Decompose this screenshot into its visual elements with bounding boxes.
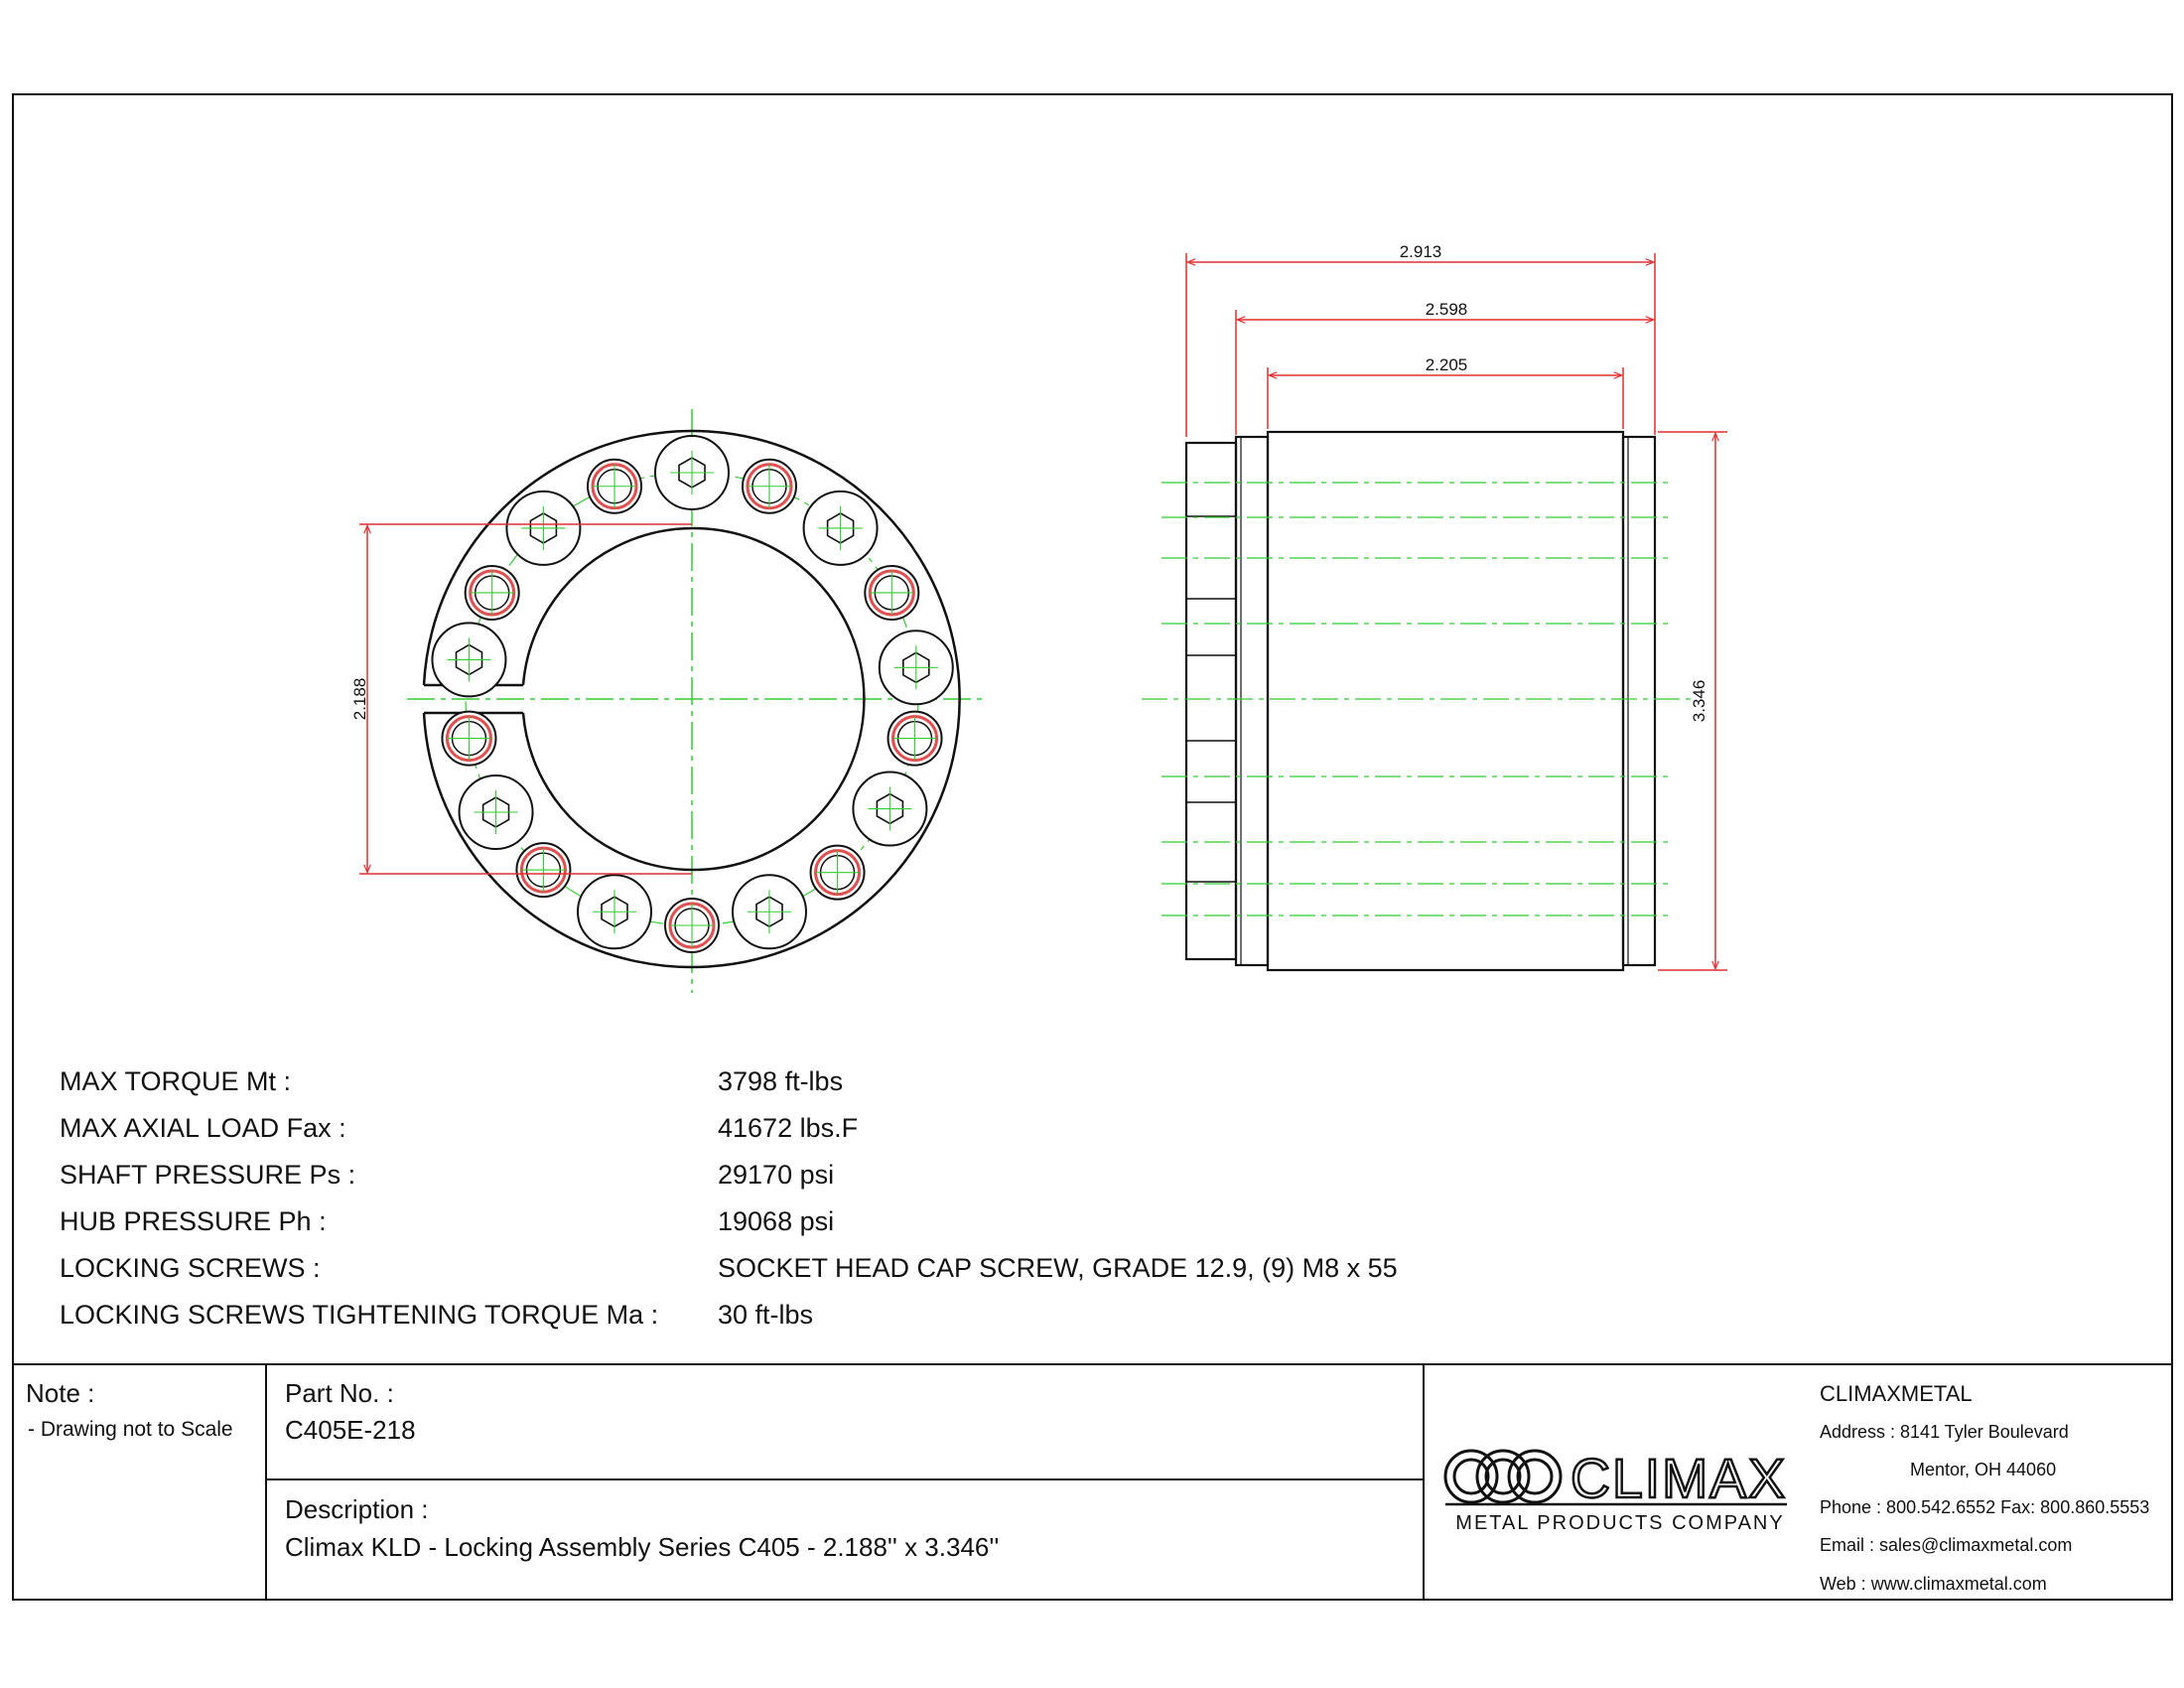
- cap-screw-head: [655, 436, 729, 509]
- email[interactable]: Email : sales@climaxmetal.com: [1820, 1535, 2073, 1555]
- spec-value: 3798 ft-lbs: [718, 1066, 844, 1096]
- dim-mid-length: 2.598: [1425, 300, 1468, 319]
- cap-screw-head: [578, 875, 651, 948]
- jack-screw-hole: [743, 460, 796, 513]
- cap-screw-head: [880, 631, 953, 704]
- jack-screw-hole: [888, 712, 942, 766]
- jack-screw-hole: [466, 566, 519, 620]
- spec-label: SHAFT PRESSURE Ps :: [60, 1160, 356, 1190]
- phone-fax: Phone : 800.542.6552 Fax: 800.860.5553: [1820, 1497, 2150, 1517]
- dim-height: 3.346: [1690, 679, 1708, 723]
- logo-subtitle: METAL PRODUCTS COMPANY: [1455, 1512, 1785, 1534]
- front-view: [407, 409, 983, 993]
- climax-logo: [1445, 1447, 1787, 1534]
- description-label: Description :: [285, 1494, 429, 1524]
- spec-label: MAX TORQUE Mt :: [60, 1066, 292, 1096]
- cap-screw-head: [853, 773, 926, 846]
- jack-screw-hole: [442, 712, 495, 766]
- spec-label: MAX AXIAL LOAD Fax :: [60, 1113, 346, 1143]
- spec-value: 29170 psi: [718, 1160, 835, 1190]
- dim-inner-length: 2.205: [1425, 355, 1468, 374]
- spec-value: SOCKET HEAD CAP SCREW, GRADE 12.9, (9) M8 x 55: [718, 1253, 1398, 1283]
- address-line2: Mentor, OH 44060: [1910, 1460, 2057, 1479]
- jack-screw-hole: [811, 846, 865, 900]
- note-label: Note :: [26, 1378, 95, 1408]
- cap-screw-head: [804, 492, 878, 565]
- cap-screw-head: [432, 623, 505, 696]
- dim-outer-length: 2.913: [1399, 242, 1442, 261]
- spec-label: LOCKING SCREWS :: [60, 1253, 321, 1283]
- cap-screw-head: [460, 775, 533, 849]
- website[interactable]: Web : www.climaxmetal.com: [1820, 1574, 2047, 1594]
- logo-word: CLIMAX: [1570, 1447, 1787, 1509]
- address-line1: Address : 8141 Tyler Boulevard: [1820, 1422, 2069, 1442]
- part-label: Part No. :: [285, 1378, 394, 1408]
- jack-screw-hole: [865, 566, 918, 620]
- part-number: C405E-218: [285, 1415, 416, 1445]
- company-name: CLIMAXMETAL: [1820, 1381, 1973, 1406]
- spec-value: 19068 psi: [718, 1206, 835, 1236]
- front-bore-label: 2.188: [350, 677, 369, 721]
- cap-screw-head: [733, 875, 806, 948]
- side-view: [1142, 432, 1693, 970]
- jack-screw-hole: [665, 899, 719, 952]
- jack-screw-hole: [588, 460, 641, 513]
- spec-label: LOCKING SCREWS TIGHTENING TORQUE Ma :: [60, 1300, 659, 1330]
- spec-label: HUB PRESSURE Ph :: [60, 1206, 327, 1236]
- sheet-border: [13, 94, 2172, 1600]
- cap-screw-head: [506, 492, 580, 565]
- jack-screw-hole: [516, 843, 570, 897]
- description-value: Climax KLD - Locking Assembly Series C405 - 2.188'' x 3.346'': [285, 1532, 1000, 1562]
- spec-value: 41672 lbs.F: [718, 1113, 859, 1143]
- spec-value: 30 ft-lbs: [718, 1300, 814, 1330]
- note-text: - Drawing not to Scale: [28, 1418, 233, 1441]
